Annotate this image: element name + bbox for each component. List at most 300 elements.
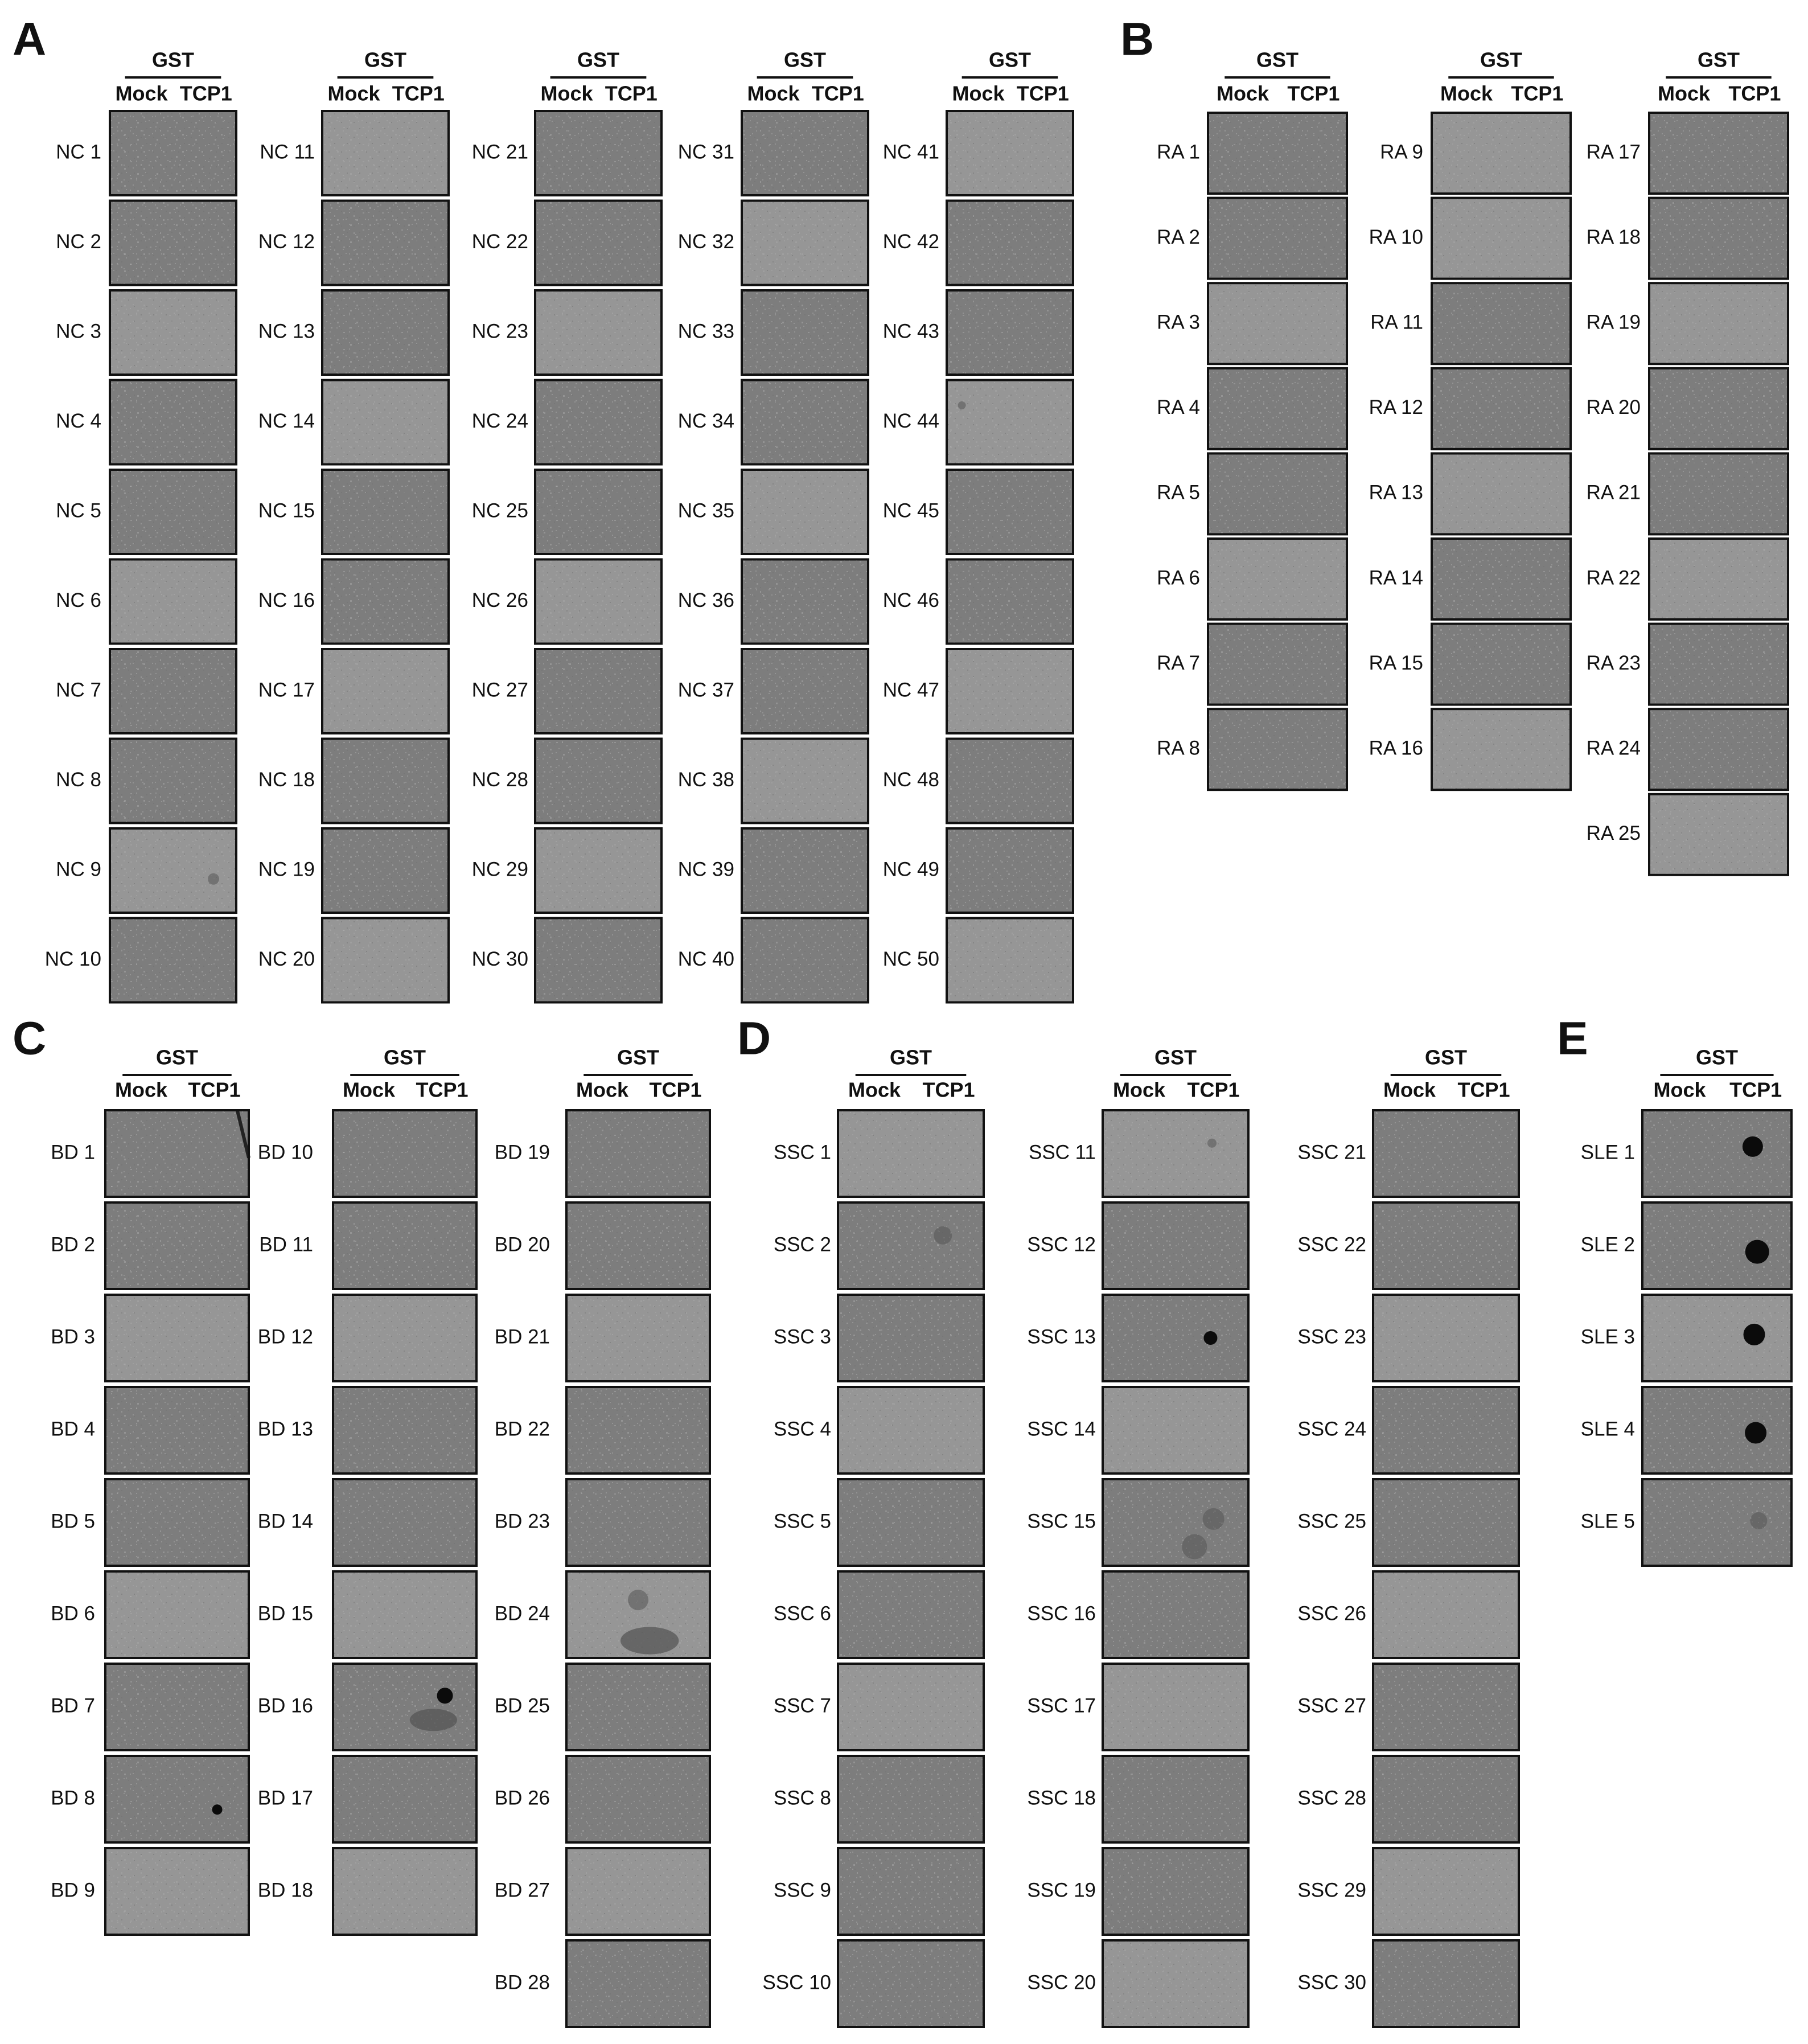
sample-label: SLE 2 <box>1580 1233 1635 1256</box>
sample-label: NC 21 <box>471 141 528 163</box>
blot-row <box>258 1295 476 1381</box>
membrane-texture <box>742 649 868 733</box>
blot-row <box>51 1664 249 1750</box>
membrane-strip <box>742 470 868 554</box>
membrane-strip <box>947 739 1073 823</box>
sample-label: BD 6 <box>51 1602 95 1625</box>
membrane-strip <box>535 290 661 375</box>
membrane-strip <box>566 1110 710 1197</box>
panel-a <box>13 14 1073 1003</box>
sample-label: NC 28 <box>471 768 528 791</box>
membrane-texture <box>110 290 236 375</box>
membrane-texture <box>1208 368 1347 449</box>
sample-label: RA 17 <box>1586 141 1641 163</box>
membrane-texture <box>742 739 868 823</box>
membrane-strip <box>566 1940 710 2027</box>
membrane-texture <box>1103 1295 1248 1381</box>
membrane-strip <box>1432 453 1571 534</box>
sample-label: NC 49 <box>882 858 939 881</box>
blot-row <box>774 1295 984 1381</box>
membrane-texture <box>1649 794 1788 875</box>
membrane-strip <box>838 1387 984 1474</box>
blot-row <box>495 1387 710 1474</box>
blot-row <box>1297 1756 1519 1842</box>
smear-mark <box>410 1709 457 1731</box>
sample-label: RA 24 <box>1586 737 1641 760</box>
membrane-strip <box>947 201 1073 285</box>
membrane-strip <box>105 1202 249 1289</box>
blot-row <box>883 201 1073 285</box>
blot-row <box>45 918 236 1003</box>
membrane-strip <box>535 560 661 644</box>
blot-row <box>260 111 449 195</box>
membrane-texture <box>1432 539 1571 619</box>
membrane-texture <box>535 380 661 465</box>
membrane-strip <box>1432 624 1571 705</box>
gst-header: GST <box>783 48 827 72</box>
membrane-strip <box>110 918 236 1003</box>
membrane-strip <box>333 1295 476 1381</box>
faint-spot <box>1203 1508 1224 1530</box>
sample-label: SSC 10 <box>762 1971 831 1994</box>
blot-row <box>259 1202 476 1289</box>
membrane-strip <box>1649 283 1788 364</box>
membrane-strip <box>742 560 868 644</box>
sample-label: SSC 12 <box>1027 1233 1096 1256</box>
membrane-strip <box>322 828 449 913</box>
membrane-strip <box>333 1387 476 1474</box>
membrane-strip <box>1649 113 1788 194</box>
sample-label: NC 37 <box>677 679 734 701</box>
blot-row <box>883 470 1073 554</box>
sample-label: NC 32 <box>677 230 734 253</box>
mock-header: Mock <box>1383 1078 1436 1102</box>
membrane-texture <box>1649 539 1788 619</box>
sample-label: RA 4 <box>1157 396 1200 419</box>
membrane-texture <box>566 1479 710 1566</box>
membrane-texture <box>947 918 1073 1003</box>
sample-label: NC 8 <box>56 768 101 791</box>
membrane-strip <box>1373 1479 1519 1566</box>
membrane-texture <box>1208 624 1347 705</box>
sample-label: BD 16 <box>257 1694 313 1717</box>
blot-column <box>51 1046 249 1935</box>
blot-row <box>678 739 868 823</box>
mock-header: Mock <box>576 1078 629 1102</box>
mock-header: Mock <box>114 1078 168 1102</box>
sample-label: NC 42 <box>882 230 939 253</box>
membrane-texture <box>110 380 236 465</box>
membrane-texture <box>1649 453 1788 534</box>
sample-label: BD 13 <box>257 1418 313 1440</box>
membrane-texture <box>322 828 449 913</box>
sample-label: NC 12 <box>258 230 315 253</box>
membrane-texture <box>1103 1479 1248 1566</box>
sample-label: NC 3 <box>56 320 101 343</box>
blot-row <box>678 470 868 554</box>
sample-label: NC 16 <box>258 589 315 611</box>
panel-letter: E <box>1557 1012 1588 1065</box>
membrane-texture <box>742 470 868 554</box>
tcp1-header: TCP1 <box>188 1078 241 1102</box>
membrane-strip <box>566 1202 710 1289</box>
membrane-texture <box>322 111 449 195</box>
membrane-texture <box>1642 1387 1791 1474</box>
sample-label: NC 2 <box>56 230 101 253</box>
membrane-strip <box>1432 539 1571 619</box>
membrane-texture <box>105 1664 249 1750</box>
blot-row <box>883 739 1073 823</box>
membrane-texture <box>1103 1571 1248 1658</box>
sample-label: RA 21 <box>1586 481 1641 504</box>
membrane-texture <box>1373 1110 1519 1197</box>
membrane-strip <box>742 380 868 465</box>
sample-label: NC 27 <box>471 679 528 701</box>
blot-row <box>1369 539 1571 619</box>
membrane-texture <box>1432 453 1571 534</box>
blot-row <box>1157 113 1347 194</box>
sample-label: NC 39 <box>677 858 734 881</box>
membrane-texture <box>742 111 868 195</box>
membrane-texture <box>1642 1202 1791 1289</box>
membrane-strip <box>1103 1571 1248 1658</box>
blot-row <box>1587 113 1788 194</box>
membrane-strip <box>566 1295 710 1381</box>
membrane-texture <box>1208 709 1347 790</box>
blot-row <box>258 739 449 823</box>
blot-row <box>495 1110 710 1197</box>
membrane-strip <box>566 1571 710 1658</box>
membrane-strip <box>1649 624 1788 705</box>
blot-row <box>1370 283 1571 364</box>
membrane-strip <box>742 828 868 913</box>
membrane-texture <box>1373 1664 1519 1750</box>
sample-label: BD 17 <box>257 1787 313 1809</box>
blot-row <box>472 560 661 644</box>
sample-label: NC 47 <box>882 679 939 701</box>
membrane-texture <box>742 828 868 913</box>
blot-row <box>56 739 236 823</box>
positive-spot <box>1744 1324 1765 1345</box>
membrane-strip <box>1103 1295 1248 1381</box>
membrane-strip <box>947 380 1073 465</box>
membrane-texture <box>1649 624 1788 705</box>
sample-label: NC 36 <box>677 589 734 611</box>
sample-label: SSC 14 <box>1027 1418 1096 1440</box>
blot-row <box>1027 1664 1248 1750</box>
blot-row <box>258 918 449 1003</box>
sample-label: SSC 18 <box>1027 1787 1096 1809</box>
sample-label: NC 31 <box>677 141 734 163</box>
blot-row <box>1297 1940 1519 2027</box>
membrane-texture <box>838 1848 984 1935</box>
blot-row <box>258 1664 476 1750</box>
sample-label: BD 20 <box>494 1233 550 1256</box>
blot-row <box>1157 709 1347 790</box>
membrane-strip <box>1649 794 1788 875</box>
membrane-strip <box>947 828 1073 913</box>
membrane-texture <box>838 1940 984 2027</box>
sample-label: NC 34 <box>677 409 734 432</box>
gst-header: GST <box>1695 1045 1739 1069</box>
membrane-strip <box>1373 1571 1519 1658</box>
blot-row <box>678 649 868 733</box>
membrane-strip <box>1373 1295 1519 1381</box>
sample-label: NC 41 <box>882 141 939 163</box>
blot-row <box>774 1848 984 1935</box>
blot-row <box>883 828 1073 913</box>
blot-column <box>883 48 1073 1003</box>
sample-label: NC 43 <box>882 320 939 343</box>
sample-label: RA 20 <box>1586 396 1641 419</box>
blot-column <box>258 1046 476 1935</box>
membrane-strip <box>110 290 236 375</box>
membrane-strip <box>333 1571 476 1658</box>
sample-label: NC 14 <box>258 409 315 432</box>
sample-label: BD 14 <box>257 1510 313 1533</box>
mock-header: Mock <box>952 81 1005 105</box>
blot-row <box>472 739 661 823</box>
membrane-texture <box>322 739 449 823</box>
blot-row <box>1587 539 1788 619</box>
blot-row <box>1380 113 1571 194</box>
sample-label: NC 33 <box>677 320 734 343</box>
membrane-texture <box>838 1110 984 1197</box>
sample-label: RA 6 <box>1157 567 1200 589</box>
blot-column <box>1297 1046 1519 2027</box>
membrane-texture <box>322 918 449 1003</box>
sample-label: BD 3 <box>51 1325 95 1348</box>
membrane-texture <box>1103 1387 1248 1474</box>
membrane-strip <box>105 1756 249 1842</box>
sample-label: SSC 28 <box>1297 1787 1366 1809</box>
panel-letter: A <box>13 13 47 65</box>
blot-column <box>1369 48 1571 790</box>
membrane-strip <box>322 560 449 644</box>
membrane-texture <box>947 828 1073 913</box>
membrane-strip <box>742 918 868 1003</box>
blot-row <box>774 1387 984 1474</box>
membrane-strip <box>535 649 661 733</box>
membrane-texture <box>110 470 236 554</box>
sample-label: NC 48 <box>882 768 939 791</box>
blot-row <box>1297 1387 1519 1474</box>
blot-column <box>258 48 449 1003</box>
membrane-texture <box>535 828 661 913</box>
sample-label: NC 45 <box>882 499 939 522</box>
membrane-strip <box>105 1848 249 1935</box>
blot-row <box>1297 1664 1519 1750</box>
membrane-texture <box>105 1295 249 1381</box>
membrane-texture <box>838 1571 984 1658</box>
faint-spot <box>934 1226 952 1245</box>
membrane-texture <box>566 1295 710 1381</box>
membrane-texture <box>742 201 868 285</box>
sample-label: SLE 1 <box>1580 1141 1635 1164</box>
membrane-strip <box>333 1664 476 1750</box>
sample-label: NC 30 <box>471 947 528 970</box>
membrane-strip <box>1373 1848 1519 1935</box>
sample-label: NC 11 <box>260 141 315 163</box>
sample-label: SSC 19 <box>1027 1879 1096 1902</box>
membrane-texture <box>535 560 661 644</box>
smear-mark <box>621 1627 679 1655</box>
membrane-strip <box>1373 1756 1519 1842</box>
membrane-texture <box>535 201 661 285</box>
sample-label: NC 1 <box>56 141 101 163</box>
membrane-texture <box>1642 1295 1791 1381</box>
blot-row <box>1157 539 1347 619</box>
membrane-texture <box>838 1664 984 1750</box>
membrane-strip <box>105 1387 249 1474</box>
tcp1-header: TCP1 <box>392 81 445 105</box>
membrane-strip <box>838 1664 984 1750</box>
membrane-texture <box>742 290 868 375</box>
blot-row <box>472 111 661 195</box>
sample-label: BD 5 <box>51 1510 95 1533</box>
membrane-strip <box>1649 539 1788 619</box>
blot-row <box>774 1202 984 1289</box>
sample-label: NC 44 <box>882 409 939 432</box>
membrane-texture <box>322 649 449 733</box>
membrane-texture <box>1649 283 1788 364</box>
faint-spot <box>1182 1534 1207 1559</box>
membrane-texture <box>566 1848 710 1935</box>
membrane-texture <box>1649 709 1788 790</box>
membrane-strip <box>333 1479 476 1566</box>
blot-row <box>1027 1479 1248 1566</box>
sample-label: BD 10 <box>257 1141 313 1164</box>
blot-row <box>258 290 449 375</box>
blot-row <box>1581 1110 1791 1197</box>
membrane-strip <box>1208 198 1347 279</box>
membrane-texture <box>742 918 868 1003</box>
blot-row <box>51 1110 249 1197</box>
membrane-texture <box>110 201 236 285</box>
membrane-texture <box>742 380 868 465</box>
sample-label: NC 9 <box>56 858 101 881</box>
blot-row <box>56 560 236 644</box>
membrane-strip <box>535 739 661 823</box>
membrane-texture <box>333 1664 476 1750</box>
sample-label: BD 26 <box>494 1787 550 1809</box>
membrane-strip <box>1649 709 1788 790</box>
membrane-texture <box>110 739 236 823</box>
membrane-strip <box>838 1848 984 1935</box>
membrane-texture <box>1103 1756 1248 1842</box>
sample-label: NC 46 <box>882 589 939 611</box>
sample-label: BD 18 <box>257 1879 313 1902</box>
membrane-strip <box>1103 1940 1248 2027</box>
blot-row <box>472 828 661 913</box>
sample-label: NC 23 <box>471 320 528 343</box>
membrane-texture <box>1642 1110 1791 1197</box>
sample-label: SSC 16 <box>1027 1602 1096 1625</box>
membrane-strip <box>947 290 1073 375</box>
sample-label: SSC 21 <box>1297 1141 1366 1164</box>
gst-header: GST <box>988 48 1032 72</box>
sample-label: RA 2 <box>1157 225 1200 248</box>
membrane-texture <box>110 560 236 644</box>
membrane-texture <box>947 739 1073 823</box>
membrane-strip <box>742 739 868 823</box>
sample-label: SSC 30 <box>1297 1971 1366 1994</box>
membrane-texture <box>333 1479 476 1566</box>
membrane-texture <box>535 111 661 195</box>
blot-row <box>1581 1295 1791 1381</box>
membrane-strip <box>1642 1387 1791 1474</box>
panel-letter: C <box>13 1012 47 1065</box>
membrane-texture <box>322 470 449 554</box>
membrane-texture <box>535 649 661 733</box>
positive-spot <box>1745 1422 1766 1444</box>
membrane-strip <box>566 1387 710 1474</box>
blot-row <box>1581 1479 1791 1566</box>
membrane-strip <box>1373 1940 1519 2027</box>
tcp1-header: TCP1 <box>1511 81 1564 105</box>
blot-row <box>495 1664 710 1750</box>
sample-label: BD 8 <box>51 1787 95 1809</box>
sample-label: RA 13 <box>1369 481 1423 504</box>
tcp1-header: TCP1 <box>1187 1078 1240 1102</box>
membrane-texture <box>1432 113 1571 194</box>
blot-column <box>45 48 236 1003</box>
blot-column <box>472 48 661 1003</box>
membrane-texture <box>947 290 1073 375</box>
membrane-strip <box>110 111 236 195</box>
blot-row <box>1027 1295 1248 1381</box>
blot-row <box>472 380 661 465</box>
membrane-strip <box>322 290 449 375</box>
membrane-strip <box>1373 1110 1519 1197</box>
positive-spot <box>437 1688 453 1704</box>
tcp1-header: TCP1 <box>1728 81 1781 105</box>
membrane-texture <box>1649 113 1788 194</box>
membrane-texture <box>947 380 1073 465</box>
sample-label: SSC 11 <box>1028 1141 1096 1164</box>
blot-column <box>678 48 868 1003</box>
faint-spot <box>958 401 966 409</box>
tcp1-header: TCP1 <box>179 81 232 105</box>
membrane-texture <box>838 1202 984 1289</box>
blot-row <box>495 1202 710 1289</box>
blot-row <box>1587 624 1788 705</box>
membrane-strip <box>1208 709 1347 790</box>
sample-label: NC 26 <box>471 589 528 611</box>
membrane-texture <box>947 201 1073 285</box>
membrane-strip <box>105 1110 249 1197</box>
membrane-texture <box>1373 1756 1519 1842</box>
faint-spot <box>1207 1139 1217 1148</box>
blot-row <box>495 1295 710 1381</box>
blot-row <box>1297 1110 1519 1197</box>
blot-row <box>774 1479 984 1566</box>
sample-label: RA 7 <box>1157 651 1200 674</box>
blot-row <box>258 1479 476 1566</box>
membrane-texture <box>322 380 449 465</box>
sample-label: BD 23 <box>494 1510 550 1533</box>
panel-c <box>13 1013 710 2027</box>
blot-row <box>495 1940 710 2027</box>
membrane-texture <box>838 1387 984 1474</box>
tcp1-header: TCP1 <box>1016 81 1069 105</box>
membrane-strip <box>322 918 449 1003</box>
gst-header: GST <box>1480 48 1523 72</box>
panel-b <box>1120 14 1788 875</box>
membrane-texture <box>322 290 449 375</box>
sample-label: SSC 7 <box>773 1694 831 1717</box>
sample-label: SSC 29 <box>1297 1879 1366 1902</box>
